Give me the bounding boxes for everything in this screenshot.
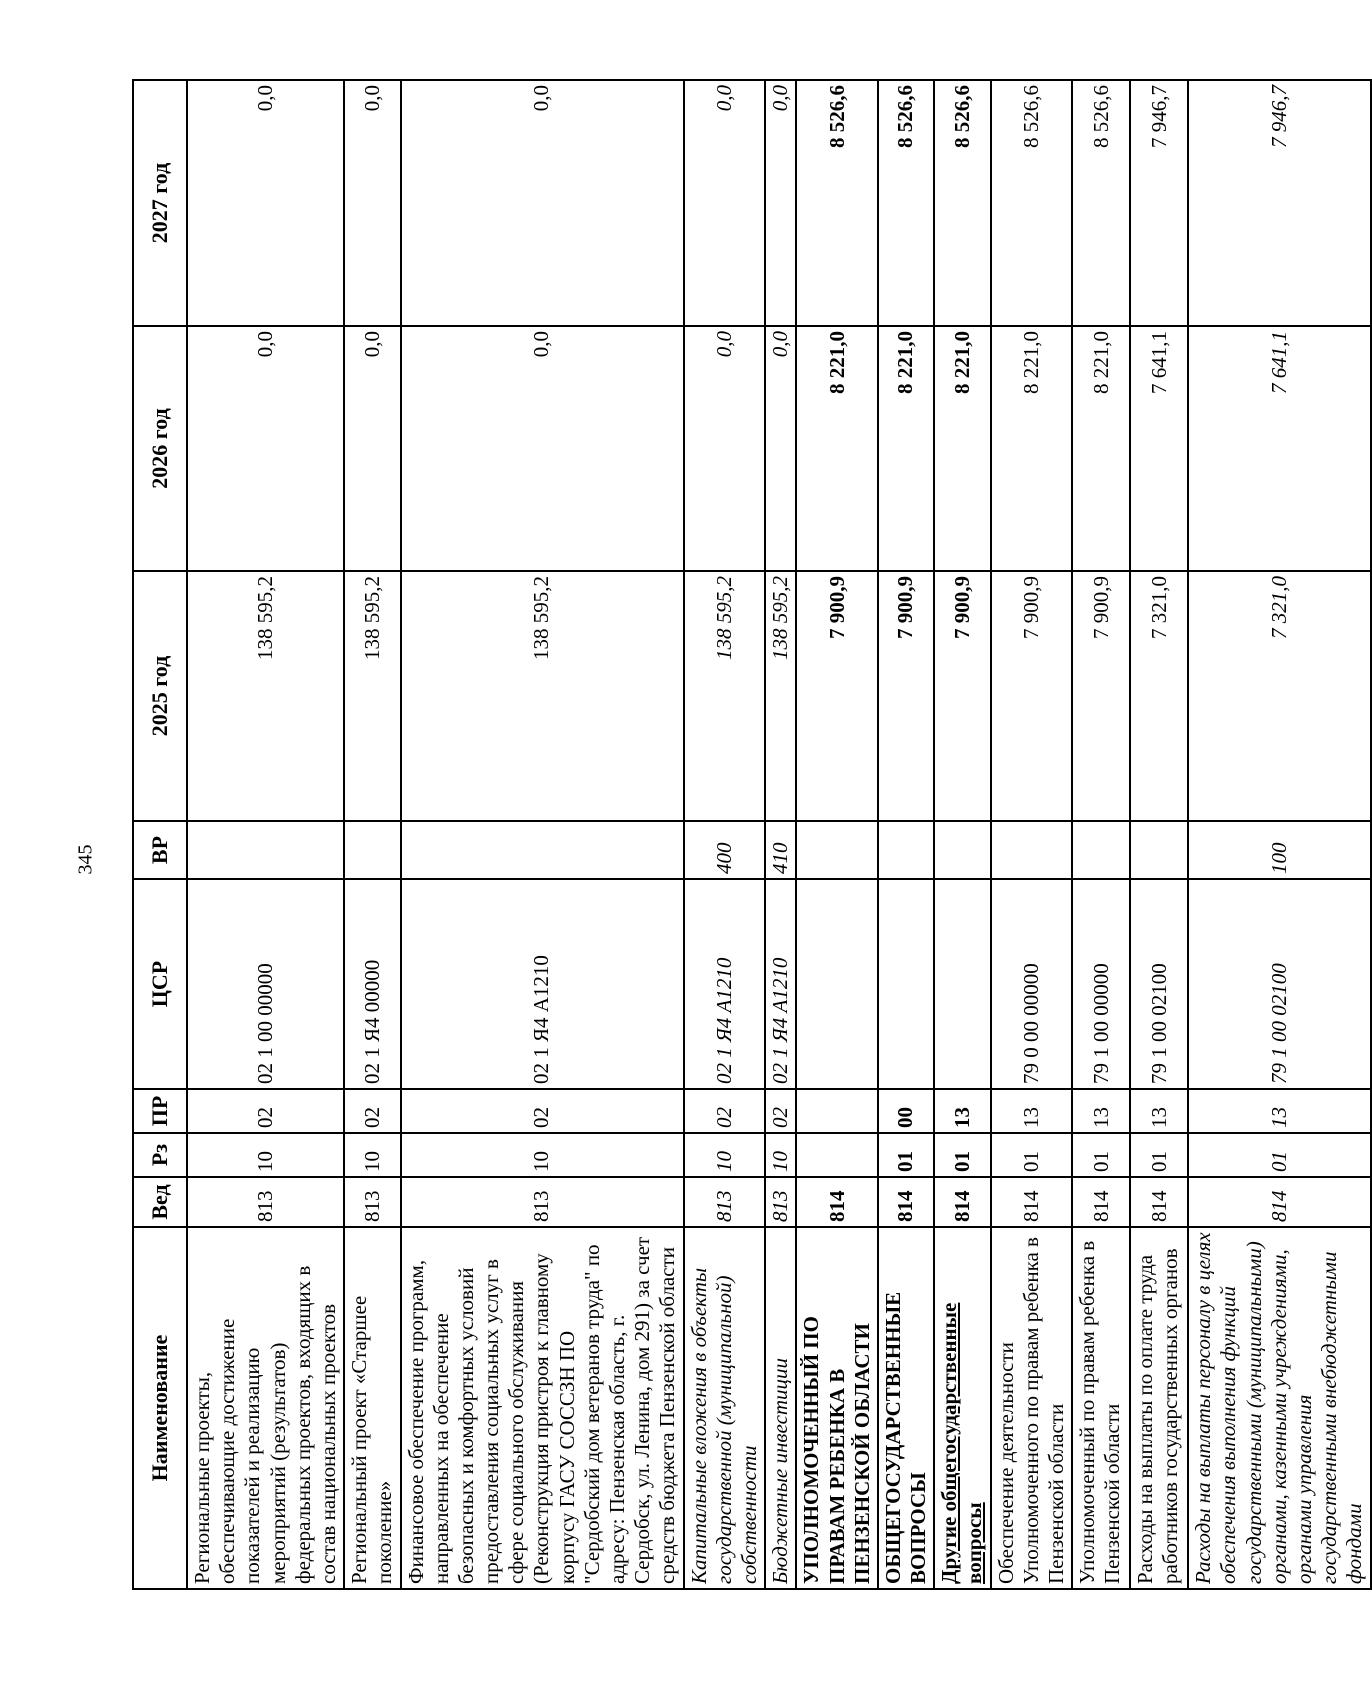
row-rz: 01 (934, 1133, 990, 1177)
row-vr (401, 821, 684, 879)
row-vr: 400 (684, 821, 766, 879)
row-2026: 0,0 (344, 326, 400, 571)
row-2027: 8 526,6 (934, 80, 990, 326)
row-rz: 01 (991, 1133, 1073, 1177)
row-ved: 814 (991, 1177, 1073, 1227)
header-vr: ВР (133, 821, 187, 879)
row-vr (1130, 821, 1188, 879)
row-pr: 02 (344, 1089, 400, 1133)
row-csr: 79 1 00 02100 (1188, 879, 1370, 1089)
row-pr: 02 (684, 1089, 766, 1133)
row-2025: 138 595,2 (401, 571, 684, 821)
row-2026: 8 221,0 (991, 326, 1073, 571)
row-pr: 02 (765, 1089, 796, 1133)
row-vr (1072, 821, 1130, 879)
header-csr: ЦСР (133, 879, 187, 1089)
table-row (187, 80, 344, 1589)
row-ved: 813 (684, 1177, 766, 1227)
table-header-row (133, 80, 187, 1589)
table-row (344, 80, 400, 1589)
table-row (796, 80, 878, 1589)
row-2026: 7 641,1 (1188, 326, 1370, 571)
row-ved: 814 (934, 1177, 990, 1227)
row-pr: 13 (1130, 1089, 1188, 1133)
row-rz (796, 1133, 878, 1177)
row-2025: 7 900,9 (991, 571, 1073, 821)
row-pr: 02 (401, 1089, 684, 1133)
row-2025: 138 595,2 (684, 571, 766, 821)
row-2027: 8 526,6 (1072, 80, 1130, 326)
row-vr (934, 821, 990, 879)
row-csr: 79 1 00 00000 (1072, 879, 1130, 1089)
header-2026: 2026 год (133, 326, 187, 571)
row-ved: 814 (1130, 1177, 1188, 1227)
row-2026: 8 221,0 (934, 326, 990, 571)
row-csr: 02 1 Я4 А1210 (401, 879, 684, 1089)
row-2025: 7 900,9 (796, 571, 878, 821)
header-2025: 2025 год (133, 571, 187, 821)
row-ved: 813 (401, 1177, 684, 1227)
row-csr: 02 1 00 00000 (187, 879, 344, 1089)
row-ved: 813 (187, 1177, 344, 1227)
page-number: 345 (74, 844, 97, 875)
row-pr: 13 (934, 1089, 990, 1133)
row-2027: 0,0 (401, 80, 684, 326)
row-name: Обеспечение деятельности Уполномоченного по правам ребенка в Пензенской области (991, 1227, 1073, 1589)
row-name: Финансовое обеспечение программ, направленных на обеспечение безопасных и комфортных условий предоставления социальных услуг в сфере социального обслуживания (Реконструкция пристроя к главному корпусу ГАСУ СОССЗН ПО "Сердобский дом ветеранов труда" по адресу: Пензенская область, г. Сердобск, ул. Ленина, дом 291) за счет средств бюджета Пензенской области (401, 1227, 684, 1589)
row-2026: 8 221,0 (878, 326, 934, 571)
row-2025: 7 900,9 (1072, 571, 1130, 821)
row-2025: 138 595,2 (765, 571, 796, 821)
row-ved: 813 (765, 1177, 796, 1227)
row-rz: 10 (765, 1133, 796, 1177)
row-pr: 02 (187, 1089, 344, 1133)
row-2025: 7 900,9 (878, 571, 934, 821)
table-row (1072, 80, 1130, 1589)
row-ved: 814 (878, 1177, 934, 1227)
row-csr: 02 1 Я4 А1210 (765, 879, 796, 1089)
row-name: Расходы на выплаты персоналу в целях обеспечения выполнения функций государственными (муниципальными) органами, казенными учреждениями, органами управления государственными внебюджетными фондами (1188, 1227, 1370, 1589)
row-vr (344, 821, 400, 879)
row-2026: 8 221,0 (1072, 326, 1130, 571)
row-csr: 79 0 00 00000 (991, 879, 1073, 1089)
row-name: Капитальные вложения в объекты государственной (муниципальной) собственности (684, 1227, 766, 1589)
row-2027: 0,0 (684, 80, 766, 326)
row-2025: 138 595,2 (344, 571, 400, 821)
row-2025: 7 321,0 (1188, 571, 1370, 821)
budget-table (132, 79, 1372, 1590)
row-2026: 0,0 (684, 326, 766, 571)
row-vr: 100 (1188, 821, 1370, 879)
row-csr (796, 879, 878, 1089)
row-rz: 10 (187, 1133, 344, 1177)
row-2027: 8 526,6 (991, 80, 1073, 326)
row-rz: 10 (684, 1133, 766, 1177)
header-rz: Рз (133, 1133, 187, 1177)
table-row (765, 80, 796, 1589)
row-2027: 0,0 (187, 80, 344, 326)
row-vr (878, 821, 934, 879)
row-name: Другие общегосударственные вопросы (934, 1227, 990, 1589)
row-ved: 814 (796, 1177, 878, 1227)
table-row (991, 80, 1073, 1589)
row-2027: 7 946,7 (1188, 80, 1370, 326)
table-row (1130, 80, 1188, 1589)
row-vr (187, 821, 344, 879)
header-name: Наименование (133, 1227, 187, 1589)
table-row (1188, 80, 1370, 1589)
row-2025: 7 321,0 (1130, 571, 1188, 821)
row-rz: 10 (344, 1133, 400, 1177)
row-2026: 0,0 (401, 326, 684, 571)
table-row (684, 80, 766, 1589)
row-2027: 0,0 (344, 80, 400, 326)
table-row (878, 80, 934, 1589)
row-name: ОБЩЕГОСУДАРСТВЕННЫЕ ВОПРОСЫ (878, 1227, 934, 1589)
budget-table-rotated (132, 81, 1367, 1590)
row-rz: 10 (401, 1133, 684, 1177)
row-pr: 13 (1188, 1089, 1370, 1133)
row-2027: 8 526,6 (878, 80, 934, 326)
row-2027: 0,0 (765, 80, 796, 326)
row-2026: 0,0 (187, 326, 344, 571)
row-2025: 7 900,9 (934, 571, 990, 821)
row-pr: 00 (878, 1089, 934, 1133)
row-2026: 0,0 (765, 326, 796, 571)
row-name: Региональные проекты, обеспечивающие достижение показателей и реализацию мероприятий (результатов) федеральных проектов, входящих в состав национальных проектов (187, 1227, 344, 1589)
header-ved: Вед (133, 1177, 187, 1227)
row-ved: 814 (1188, 1177, 1370, 1227)
row-csr (878, 879, 934, 1089)
row-csr: 02 1 Я4 А1210 (684, 879, 766, 1089)
row-rz: 01 (878, 1133, 934, 1177)
row-rz: 01 (1072, 1133, 1130, 1177)
header-2027: 2027 год (133, 80, 187, 326)
row-pr: 13 (1072, 1089, 1130, 1133)
row-csr: 79 1 00 02100 (1130, 879, 1188, 1089)
row-name: Уполномоченный по правам ребенка в Пензенской области (1072, 1227, 1130, 1589)
row-pr: 13 (991, 1089, 1073, 1133)
row-rz: 01 (1130, 1133, 1188, 1177)
row-name: УПОЛНОМОЧЕННЫЙ ПО ПРАВАМ РЕБЕНКА В ПЕНЗЕНСКОЙ ОБЛАСТИ (796, 1227, 878, 1589)
table-row (401, 80, 684, 1589)
row-2025: 138 595,2 (187, 571, 344, 821)
row-ved: 814 (1072, 1177, 1130, 1227)
row-rz: 01 (1188, 1133, 1370, 1177)
row-vr: 410 (765, 821, 796, 879)
row-2027: 8 526,6 (796, 80, 878, 326)
header-pr: ПР (133, 1089, 187, 1133)
row-name: Расходы на выплаты по оплате труда работников государственных органов (1130, 1227, 1188, 1589)
row-csr (934, 879, 990, 1089)
row-ved: 813 (344, 1177, 400, 1227)
row-csr: 02 1 Я4 00000 (344, 879, 400, 1089)
row-2026: 8 221,0 (796, 326, 878, 571)
row-vr (991, 821, 1073, 879)
row-name: Бюджетные инвестиции (765, 1227, 796, 1589)
row-name: Региональный проект «Старшее поколение» (344, 1227, 400, 1589)
row-2027: 7 946,7 (1130, 80, 1188, 326)
row-pr (796, 1089, 878, 1133)
row-2026: 7 641,1 (1130, 326, 1188, 571)
table-row (934, 80, 990, 1589)
row-vr (796, 821, 878, 879)
